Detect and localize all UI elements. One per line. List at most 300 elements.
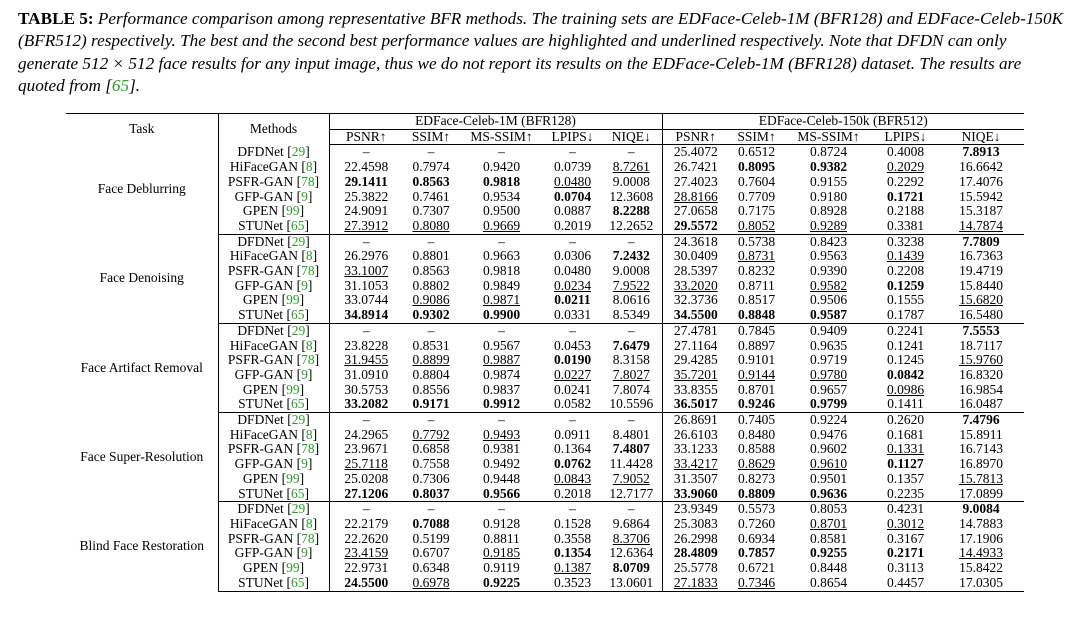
citation-link[interactable]: 99	[286, 560, 300, 576]
metric-value: 0.7175	[737, 203, 776, 219]
citation-link[interactable]: 29	[291, 412, 306, 428]
metric-value: 0.8811	[483, 530, 520, 546]
metric-value: 0.9390	[809, 263, 848, 279]
metric-value: 0.9669	[459, 219, 544, 234]
method-name: PSFR-GAN	[227, 173, 294, 189]
metric-value: 12.7177	[601, 487, 662, 502]
metric-value: 0.7857	[737, 545, 776, 561]
metric-value: 35.7201	[662, 368, 729, 383]
method-name: DFDNet	[237, 501, 284, 517]
metric-value: 0.9799	[784, 397, 873, 412]
citation-link[interactable]: 29	[291, 233, 306, 249]
metric-value: 8.5349	[601, 308, 662, 323]
citation-link[interactable]: 65	[290, 396, 305, 412]
task-block	[66, 413, 1024, 502]
metric-value: –	[569, 144, 576, 160]
citation-link[interactable]: 8	[305, 248, 313, 264]
metric-value: 18.7117	[959, 337, 1003, 353]
metric-value: 0.8801	[412, 248, 450, 264]
metric-value: 0.3238	[886, 233, 925, 249]
method-cell: STUNet [65]	[218, 576, 329, 591]
metric-value: 15.8422	[959, 560, 1003, 576]
table-row	[66, 413, 1024, 428]
metric-value: 0.3381	[873, 219, 938, 234]
metric-value: 0.7792	[412, 426, 450, 442]
metric-value: 33.0744	[329, 293, 403, 308]
table-row	[66, 323, 1024, 338]
metric-value: 7.8074	[612, 381, 650, 397]
metric-value: 7.2432	[612, 248, 650, 264]
metric-value: 8.3706	[612, 530, 650, 546]
metric-value: 0.9587	[784, 308, 873, 323]
metric-value: 0.2241	[886, 322, 925, 338]
metric-value: 0.9448	[482, 470, 521, 486]
metric-value: 0.8080	[403, 219, 459, 234]
table-row	[66, 234, 1024, 249]
metric-value: 9.0084	[962, 501, 1000, 517]
metric-value: –	[427, 233, 435, 249]
metric-value: –	[569, 322, 576, 338]
method-name: STUNet	[238, 307, 284, 323]
metric-header: LPIPS↓	[873, 129, 938, 145]
metric-value: 26.2998	[662, 532, 729, 547]
metric-value: 7.7809	[962, 233, 1000, 249]
metric-value: 0.8273	[737, 470, 776, 486]
metric-value: 11.4428	[609, 456, 653, 472]
metric-value: 31.1053	[329, 279, 403, 294]
metric-value: 17.0305	[938, 576, 1024, 591]
metric-value: 0.8517	[737, 292, 776, 308]
metric-value: 33.8355	[662, 383, 729, 398]
metric-value: 29.4285	[662, 353, 729, 368]
metric-value: 0.2029	[886, 159, 925, 175]
metric-value: 0.6707	[412, 545, 450, 561]
metric-value: 0.8531	[412, 337, 450, 353]
citation-link[interactable]: 99	[286, 381, 300, 397]
metric-value: 14.7874	[938, 219, 1024, 234]
method-cell: PSFR-GAN [78]	[218, 353, 329, 368]
metric-value: 0.7604	[737, 173, 776, 189]
method-cell: DFDNet [29]	[218, 502, 329, 517]
metric-value: 7.8913	[962, 144, 1000, 160]
metric-value: 0.8232	[737, 263, 776, 279]
metric-value: 0.0843	[553, 470, 592, 486]
metric-value: 0.5738	[737, 233, 776, 249]
metric-value: 0.1721	[886, 188, 925, 204]
metric-value: 8.4801	[612, 426, 650, 442]
metric-value: 34.8914	[329, 308, 403, 323]
method-cell: GPEN [99]	[218, 383, 329, 398]
metric-value: 23.4159	[329, 546, 403, 561]
caption-citation[interactable]: 65	[111, 76, 130, 96]
metric-value: 0.9636	[784, 487, 873, 502]
method-cell: PSFR-GAN [78]	[218, 532, 329, 547]
citation-link[interactable]: 78	[301, 530, 315, 546]
metric-value: 30.0409	[662, 249, 729, 264]
metric-value: 0.0480	[553, 263, 592, 279]
metric-value: 0.0480	[553, 173, 592, 189]
metric-header: LPIPS↓	[544, 129, 601, 145]
method-cell: DFDNet [29]	[218, 145, 329, 160]
metric-value: 0.9900	[459, 308, 544, 323]
metric-value: 0.8037	[403, 487, 459, 502]
metric-value: 31.9455	[329, 353, 403, 368]
metric-value: 14.7883	[959, 515, 1003, 531]
metric-value: 8.2288	[612, 203, 650, 219]
metric-value: –	[627, 501, 635, 517]
metric-value: 0.9567	[482, 337, 521, 353]
metric-value: 0.9566	[459, 487, 544, 502]
citation-link[interactable]: 65	[290, 217, 305, 233]
task-block	[66, 502, 1024, 591]
metric-value: 0.9849	[482, 277, 521, 293]
metric-value: 27.3912	[329, 219, 403, 234]
method-name: GFP-GAN	[234, 366, 294, 382]
metric-value: 16.0487	[938, 397, 1024, 412]
metric-value: 0.9128	[482, 515, 521, 531]
metric-value: 12.3608	[609, 188, 654, 204]
metric-value: 15.8911	[959, 426, 1003, 442]
metric-value: 0.2171	[886, 545, 925, 561]
metric-value: 33.4217	[662, 457, 729, 472]
metric-value: –	[627, 233, 635, 249]
task-block	[66, 234, 1024, 323]
metric-value: 16.9854	[959, 381, 1003, 397]
citation-link[interactable]: 9	[301, 456, 308, 472]
metric-value: 0.0211	[554, 292, 591, 308]
metric-value: 8.3158	[612, 352, 650, 368]
methods-header: Methods	[218, 114, 329, 145]
metric-value: 8.0709	[612, 560, 650, 576]
citation-link[interactable]: 29	[291, 144, 306, 160]
method-cell: STUNet [65]	[218, 308, 329, 323]
metric-value: 0.8581	[809, 530, 848, 546]
citation-link[interactable]: 65	[290, 574, 305, 590]
metric-value: 9.0008	[612, 173, 650, 189]
caption-text: Performance comparison among representative BFR methods. The training sets are EDFace-Celeb-1M (BFR128) and EDFace-Celeb-150K (BFR512) respectively. The best and the second best performance values are highlighted and underlined respectively. Note that DFDN can only generate 512 × 512 face results for any input image, thus we do not report its results on the EDFace-Celeb-1M (BFR128) dataset. The results are quoted from [	[18, 9, 1064, 96]
citation-link[interactable]: 78	[301, 441, 315, 457]
metric-value: 0.6348	[412, 560, 450, 576]
metric-value: –	[329, 413, 403, 428]
metric-value: 0.3558	[553, 530, 592, 546]
metric-value: 0.9246	[729, 397, 784, 412]
metric-value: 0.9302	[403, 308, 459, 323]
metric-value: 31.0910	[329, 368, 403, 383]
metric-value: 0.7558	[412, 456, 450, 472]
metric-value: 0.8563	[412, 173, 450, 189]
metric-value: 14.4933	[959, 545, 1003, 561]
metric-value: 0.1357	[886, 470, 925, 486]
metric-value: 0.8629	[737, 456, 776, 472]
metric-value: 0.6858	[412, 441, 450, 457]
metric-value: 0.9635	[809, 337, 848, 353]
metric-value: 7.6479	[612, 337, 650, 353]
metric-value: 0.0582	[544, 397, 601, 412]
metric-value: 0.1127	[887, 456, 924, 472]
metric-value: 0.9534	[482, 188, 521, 204]
citation-link[interactable]: 99	[286, 203, 300, 219]
metric-value: 0.1241	[886, 337, 925, 353]
metric-value: 33.9060	[662, 487, 729, 502]
metric-value: 0.8053	[809, 501, 848, 517]
citation-link[interactable]: 8	[305, 515, 313, 531]
citation-link[interactable]: 9	[301, 277, 308, 293]
citation-link[interactable]: 29	[291, 501, 306, 517]
metric-value: 19.4719	[959, 263, 1003, 279]
metric-value: 0.9887	[482, 352, 521, 368]
metric-value: 0.2188	[886, 203, 925, 219]
metric-value: 0.3523	[544, 576, 601, 591]
metric-value: 0.6512	[737, 144, 776, 160]
metric-value: 0.9180	[809, 188, 848, 204]
metric-value: 25.3822	[329, 190, 403, 205]
method-cell: HiFaceGAN [8]	[218, 160, 329, 175]
citation-link[interactable]: 65	[290, 307, 305, 323]
metric-header: PSNR↑	[329, 129, 403, 145]
metric-value: 16.5480	[938, 308, 1024, 323]
method-cell: GFP-GAN [9]	[218, 190, 329, 205]
method-cell: PSFR-GAN [78]	[218, 264, 329, 279]
metric-value: 0.1681	[886, 426, 925, 442]
metric-value: 0.0986	[886, 381, 925, 397]
metric-value: 24.2965	[329, 428, 403, 443]
citation-link[interactable]: 29	[291, 322, 306, 338]
metric-value: 0.5573	[737, 501, 776, 517]
method-name: STUNet	[238, 396, 284, 412]
metric-value: 0.9255	[809, 545, 848, 561]
metric-value: 0.7306	[412, 470, 450, 486]
metric-value: 0.8724	[809, 144, 848, 160]
metric-value: 0.9101	[737, 352, 776, 368]
metric-value: –	[427, 322, 435, 338]
metric-value: 33.1007	[329, 264, 403, 279]
metric-value: 0.3012	[886, 515, 925, 531]
metric-value: 33.2082	[329, 397, 403, 412]
metric-value: 0.0762	[553, 456, 592, 472]
metric-value: 0.7088	[412, 515, 450, 531]
metric-value: 27.4023	[662, 175, 729, 190]
metric-value: 0.0453	[553, 337, 592, 353]
method-name: HiFaceGAN	[229, 248, 299, 264]
metric-value: –	[569, 412, 576, 428]
metric-value: 25.7118	[329, 457, 403, 472]
metric-value: 0.9871	[482, 292, 521, 308]
metric-header: MS-SSIM↑	[459, 129, 544, 145]
citation-link[interactable]: 78	[301, 173, 315, 189]
metric-header: NIQE↓	[938, 129, 1024, 145]
metric-value: 0.7307	[412, 203, 450, 219]
metric-value: 16.6642	[959, 159, 1003, 175]
citation-link[interactable]: 78	[301, 263, 315, 279]
task-label: Face Super-Resolution	[80, 448, 204, 464]
metric-value: 0.9420	[482, 159, 521, 175]
citation-link[interactable]: 65	[290, 485, 305, 501]
metric-value: 0.8423	[809, 233, 848, 249]
method-name: HiFaceGAN	[229, 337, 299, 353]
group-header-bfr128: EDFace-Celeb-1M (BFR128)	[329, 114, 662, 130]
metric-value: 16.7143	[959, 441, 1003, 457]
metric-value: 0.8711	[738, 277, 775, 293]
metric-value: 0.5199	[412, 530, 450, 546]
metric-value: 27.1206	[329, 487, 403, 502]
metric-value: 0.9171	[403, 397, 459, 412]
caption-text-end: ].	[129, 76, 141, 96]
metric-value: 0.9874	[482, 366, 521, 382]
metric-value: 9.6864	[612, 515, 650, 531]
method-cell: HiFaceGAN [8]	[218, 249, 329, 264]
method-cell: HiFaceGAN [8]	[218, 517, 329, 532]
metric-value: 26.2976	[329, 249, 403, 264]
method-cell: PSFR-GAN [78]	[218, 175, 329, 190]
metric-value: 32.3736	[662, 293, 729, 308]
method-name: GFP-GAN	[234, 456, 294, 472]
metric-value: 0.9155	[809, 173, 848, 189]
metric-value: 0.2620	[886, 412, 925, 428]
metric-value: 0.1555	[886, 292, 925, 308]
metric-value: 0.2018	[544, 487, 601, 502]
metric-value: 0.1245	[886, 352, 925, 368]
metric-value: 17.4076	[959, 173, 1003, 189]
metric-value: 0.2208	[886, 263, 925, 279]
metric-header: SSIM↑	[729, 129, 784, 145]
metric-value: 0.9381	[482, 441, 521, 457]
method-name: HiFaceGAN	[229, 515, 299, 531]
metric-value: 7.4807	[612, 441, 650, 457]
metric-value: 0.7845	[737, 322, 776, 338]
method-cell: DFDNet [29]	[218, 323, 329, 338]
metric-value: –	[427, 501, 435, 517]
metric-value: 8.7261	[612, 159, 650, 175]
metric-value: 28.8166	[662, 190, 729, 205]
metric-value: 0.9476	[809, 426, 848, 442]
metric-value: 0.8052	[729, 219, 784, 234]
metric-value: –	[427, 144, 435, 160]
metric-value: 0.1387	[553, 560, 592, 576]
metric-value: 29.5572	[662, 219, 729, 234]
metric-value: –	[627, 144, 635, 160]
metric-value: 0.1331	[886, 441, 925, 457]
metric-value: 0.1787	[873, 308, 938, 323]
citation-link[interactable]: 78	[301, 352, 315, 368]
metric-value: –	[569, 501, 576, 517]
metric-value: 12.6364	[609, 545, 654, 561]
metric-value: 0.3167	[886, 530, 925, 546]
metric-value: 13.0601	[601, 576, 662, 591]
metric-value: 24.9091	[329, 204, 403, 219]
group-header-bfr512: EDFace-Celeb-150k (BFR512)	[662, 114, 1024, 130]
metric-value: –	[498, 501, 505, 517]
method-name: GPEN	[242, 381, 279, 397]
method-cell: STUNet [65]	[218, 397, 329, 412]
metric-value: 0.9912	[459, 397, 544, 412]
results-table	[66, 113, 1024, 592]
metric-value: 0.8448	[809, 560, 848, 576]
method-name: GFP-GAN	[234, 545, 294, 561]
metric-value: 0.8804	[412, 366, 450, 382]
metric-value: 0.9582	[809, 277, 848, 293]
method-cell: GFP-GAN [9]	[218, 546, 329, 561]
metric-value: 0.9506	[809, 292, 848, 308]
metric-header: NIQE↓	[601, 129, 662, 145]
metric-value: 0.2235	[873, 487, 938, 502]
metric-value: 26.6103	[662, 428, 729, 443]
metric-value: 7.5553	[962, 322, 1000, 338]
metric-value: 23.9349	[662, 502, 729, 517]
metric-value: 15.6820	[959, 292, 1003, 308]
task-label: Face Deblurring	[97, 181, 186, 197]
method-name: GPEN	[242, 292, 279, 308]
metric-value: 31.3507	[662, 472, 729, 487]
metric-value: 27.1164	[662, 339, 729, 354]
citation-link[interactable]: 99	[286, 292, 300, 308]
task-label: Blind Face Restoration	[79, 538, 204, 554]
method-name: PSFR-GAN	[227, 530, 294, 546]
metric-value: 0.7405	[737, 412, 776, 428]
metric-value: 0.6934	[737, 530, 776, 546]
metric-value: 0.1259	[886, 277, 925, 293]
metric-value: 22.2620	[329, 532, 403, 547]
metric-value: 25.0208	[329, 472, 403, 487]
metric-value: 0.9610	[809, 456, 848, 472]
method-cell: PSFR-GAN [78]	[218, 442, 329, 457]
metric-header: PSNR↑	[662, 129, 729, 145]
metric-value: 0.9144	[737, 366, 776, 382]
metric-value: 7.9052	[612, 470, 650, 486]
metric-value: 25.4072	[662, 145, 729, 160]
citation-link[interactable]: 9	[301, 366, 308, 382]
metric-value: 0.9657	[809, 381, 848, 397]
table-row	[66, 145, 1024, 160]
metric-value: 0.8701	[737, 381, 776, 397]
metric-value: 12.2652	[601, 219, 662, 234]
metric-value: 0.4008	[886, 144, 925, 160]
citation-link[interactable]: 9	[301, 545, 308, 561]
method-name: DFDNet	[237, 322, 284, 338]
metric-value: 33.2020	[662, 279, 729, 294]
metric-value: 29.1411	[329, 175, 403, 190]
metric-value: 0.9818	[482, 263, 521, 279]
metric-value: 0.0331	[544, 308, 601, 323]
metric-value: 0.8899	[412, 352, 450, 368]
metric-value: 7.8027	[612, 366, 650, 382]
method-name: PSFR-GAN	[227, 263, 294, 279]
metric-value: 0.0234	[553, 277, 592, 293]
metric-value: 15.7813	[959, 470, 1003, 486]
metric-value: –	[498, 144, 505, 160]
metric-value: 0.9818	[482, 173, 521, 189]
metric-value: 0.0241	[553, 381, 592, 397]
method-cell: STUNet [65]	[218, 219, 329, 234]
citation-link[interactable]: 8	[305, 337, 313, 353]
table-caption	[18, 8, 1070, 98]
citation-link[interactable]: 99	[286, 470, 300, 486]
citation-link[interactable]: 8	[305, 159, 313, 175]
method-cell: GPEN [99]	[218, 472, 329, 487]
metric-value: 0.9119	[483, 560, 520, 576]
metric-value: 8.0616	[612, 292, 650, 308]
metric-value: 28.4809	[662, 546, 729, 561]
metric-value: 0.0704	[553, 188, 592, 204]
metric-header: MS-SSIM↑	[784, 129, 873, 145]
citation-link[interactable]: 9	[301, 188, 308, 204]
metric-value: 0.8701	[809, 515, 848, 531]
citation-link[interactable]: 8	[305, 426, 313, 442]
metric-value: 0.9086	[412, 292, 450, 308]
metric-value: 0.3113	[887, 560, 924, 576]
metric-value: 27.1833	[662, 576, 729, 591]
metric-value: –	[329, 145, 403, 160]
metric-value: 0.0911	[554, 426, 591, 442]
